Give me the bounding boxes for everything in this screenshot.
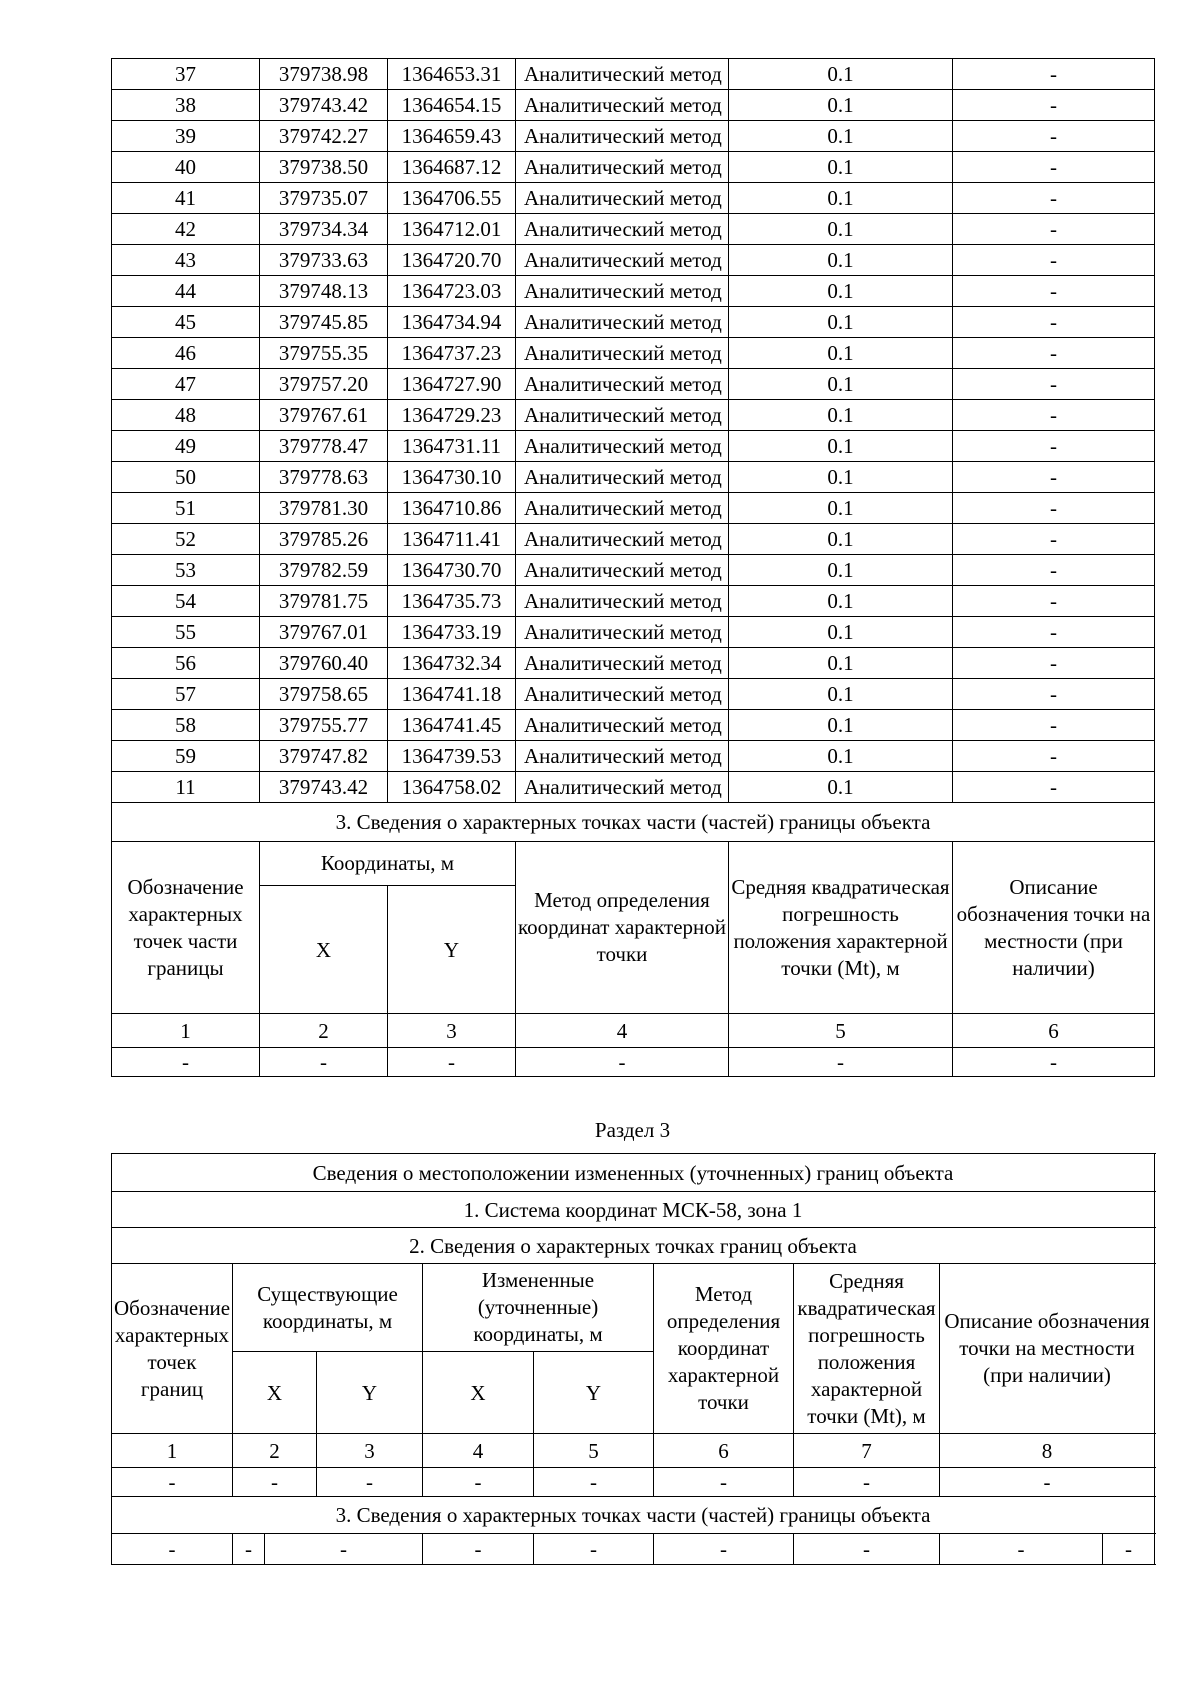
table-row bbox=[112, 493, 1155, 524]
coord-y: 1364737.23 bbox=[388, 338, 516, 369]
header-changed-y: Y bbox=[534, 1352, 654, 1434]
table-row bbox=[112, 524, 1155, 555]
mt-value: 0.1 bbox=[729, 772, 953, 803]
coord-y: 1364720.70 bbox=[388, 245, 516, 276]
coord-y: 1364734.94 bbox=[388, 307, 516, 338]
description: - bbox=[953, 679, 1155, 710]
coord-x: 379755.77 bbox=[260, 710, 388, 741]
point-number: 39 bbox=[112, 121, 260, 152]
column-number: 8 bbox=[940, 1434, 1155, 1468]
points-table bbox=[111, 58, 1155, 1077]
header-coordinates: Координаты, м bbox=[260, 842, 516, 886]
empty-cell: - bbox=[112, 1534, 233, 1565]
empty-cell: - bbox=[534, 1534, 654, 1565]
mt-value: 0.1 bbox=[729, 59, 953, 90]
header-existing-y: Y bbox=[317, 1352, 423, 1434]
table-row bbox=[112, 679, 1155, 710]
coord-x: 379738.98 bbox=[260, 59, 388, 90]
header-existing-x: X bbox=[233, 1352, 317, 1434]
mt-value: 0.1 bbox=[729, 369, 953, 400]
description: - bbox=[953, 183, 1155, 214]
empty-cell: - bbox=[534, 1468, 654, 1497]
method: Аналитический метод bbox=[516, 586, 729, 617]
part-heading: 3. Сведения о характерных точках части (частей) границы объекта bbox=[112, 1497, 1155, 1534]
column-number: 5 bbox=[534, 1434, 654, 1468]
coord-x: 379743.42 bbox=[260, 772, 388, 803]
coord-x: 379785.26 bbox=[260, 524, 388, 555]
changed-borders-heading: Сведения о местоположении измененных (уточненных) границ объекта bbox=[112, 1154, 1155, 1192]
coord-y: 1364727.90 bbox=[388, 369, 516, 400]
point-number: 52 bbox=[112, 524, 260, 555]
point-number: 50 bbox=[112, 462, 260, 493]
mt-value: 0.1 bbox=[729, 679, 953, 710]
column-numbers-row bbox=[112, 1434, 1155, 1468]
empty-cell: - bbox=[794, 1534, 940, 1565]
coord-y: 1364654.15 bbox=[388, 90, 516, 121]
description: - bbox=[953, 772, 1155, 803]
coord-y: 1364723.03 bbox=[388, 276, 516, 307]
table-row bbox=[112, 152, 1155, 183]
mt-value: 0.1 bbox=[729, 338, 953, 369]
table-row bbox=[112, 59, 1155, 90]
point-number: 59 bbox=[112, 741, 260, 772]
column-number: 1 bbox=[112, 1014, 260, 1048]
description: - bbox=[953, 648, 1155, 679]
method: Аналитический метод bbox=[516, 369, 729, 400]
description: - bbox=[953, 276, 1155, 307]
coord-y: 1364729.23 bbox=[388, 400, 516, 431]
column-number: 6 bbox=[654, 1434, 794, 1468]
method: Аналитический метод bbox=[516, 276, 729, 307]
mt-value: 0.1 bbox=[729, 400, 953, 431]
column-number: 4 bbox=[516, 1014, 729, 1048]
description: - bbox=[953, 152, 1155, 183]
method: Аналитический метод bbox=[516, 245, 729, 276]
description: - bbox=[953, 214, 1155, 245]
coord-y: 1364653.31 bbox=[388, 59, 516, 90]
empty-cell: - bbox=[423, 1534, 534, 1565]
empty-cell: - bbox=[233, 1468, 317, 1497]
coordinate-system: 1. Система координат МСК-58, зона 1 bbox=[112, 1192, 1155, 1228]
coord-y: 1364659.43 bbox=[388, 121, 516, 152]
point-number: 54 bbox=[112, 586, 260, 617]
header-description: Описание обозначения точки на местности (при наличии) bbox=[953, 842, 1155, 1014]
mt-value: 0.1 bbox=[729, 307, 953, 338]
changed-borders-table bbox=[111, 1153, 1155, 1565]
coord-x: 379735.07 bbox=[260, 183, 388, 214]
point-number: 42 bbox=[112, 214, 260, 245]
section-title: Раздел 3 bbox=[594, 1118, 671, 1142]
empty-cell: - bbox=[260, 1048, 388, 1077]
coord-y: 1364730.10 bbox=[388, 462, 516, 493]
coord-x: 379778.63 bbox=[260, 462, 388, 493]
method: Аналитический метод bbox=[516, 648, 729, 679]
column-number: 2 bbox=[233, 1434, 317, 1468]
header-mt: Средняя квадратическая погрешность положения характерной точки (Mt), м bbox=[794, 1264, 940, 1434]
header-y: Y bbox=[388, 886, 516, 1014]
header-point-designation: Обозначение характерных точек границ bbox=[112, 1264, 233, 1434]
method: Аналитический метод bbox=[516, 90, 729, 121]
coord-x: 379781.30 bbox=[260, 493, 388, 524]
empty-cell: - bbox=[265, 1534, 423, 1565]
table-row bbox=[112, 245, 1155, 276]
mt-value: 0.1 bbox=[729, 245, 953, 276]
empty-cell: - bbox=[1103, 1534, 1155, 1565]
description: - bbox=[953, 245, 1155, 276]
coord-x: 379738.50 bbox=[260, 152, 388, 183]
mt-value: 0.1 bbox=[729, 648, 953, 679]
point-number: 11 bbox=[112, 772, 260, 803]
table-row bbox=[112, 121, 1155, 152]
empty-cell: - bbox=[233, 1534, 265, 1565]
table-row bbox=[112, 462, 1155, 493]
mt-value: 0.1 bbox=[729, 276, 953, 307]
column-number: 1 bbox=[112, 1434, 233, 1468]
point-number: 43 bbox=[112, 245, 260, 276]
coord-y: 1364731.11 bbox=[388, 431, 516, 462]
coord-y: 1364710.86 bbox=[388, 493, 516, 524]
empty-cell: - bbox=[940, 1534, 1103, 1565]
coord-x: 379743.42 bbox=[260, 90, 388, 121]
empty-row bbox=[112, 1468, 1155, 1497]
point-number: 57 bbox=[112, 679, 260, 710]
table-row bbox=[112, 214, 1155, 245]
description: - bbox=[953, 462, 1155, 493]
method: Аналитический метод bbox=[516, 121, 729, 152]
description: - bbox=[953, 710, 1155, 741]
description: - bbox=[953, 121, 1155, 152]
table-row bbox=[112, 710, 1155, 741]
coord-y: 1364741.45 bbox=[388, 710, 516, 741]
header-mt: Средняя квадратическая погрешность положения характерной точки (Mt), м bbox=[729, 842, 953, 1014]
column-number: 3 bbox=[317, 1434, 423, 1468]
table-row bbox=[112, 338, 1155, 369]
header-existing-coords: Существующие координаты, м bbox=[233, 1264, 423, 1352]
coord-x: 379760.40 bbox=[260, 648, 388, 679]
point-number: 40 bbox=[112, 152, 260, 183]
coord-y: 1364735.73 bbox=[388, 586, 516, 617]
table-row bbox=[112, 772, 1155, 803]
coord-x: 379745.85 bbox=[260, 307, 388, 338]
method: Аналитический метод bbox=[516, 59, 729, 90]
method: Аналитический метод bbox=[516, 307, 729, 338]
mt-value: 0.1 bbox=[729, 90, 953, 121]
mt-value: 0.1 bbox=[729, 152, 953, 183]
method: Аналитический метод bbox=[516, 741, 729, 772]
method: Аналитический метод bbox=[516, 524, 729, 555]
description: - bbox=[953, 524, 1155, 555]
coord-y: 1364711.41 bbox=[388, 524, 516, 555]
coord-x: 379748.13 bbox=[260, 276, 388, 307]
table-row bbox=[112, 648, 1155, 679]
empty-cell: - bbox=[112, 1468, 233, 1497]
coord-x: 379767.61 bbox=[260, 400, 388, 431]
coord-x: 379742.27 bbox=[260, 121, 388, 152]
empty-cell: - bbox=[388, 1048, 516, 1077]
empty-cell: - bbox=[654, 1468, 794, 1497]
method: Аналитический метод bbox=[516, 214, 729, 245]
method: Аналитический метод bbox=[516, 493, 729, 524]
mt-value: 0.1 bbox=[729, 617, 953, 648]
table-row bbox=[112, 183, 1155, 214]
point-number: 41 bbox=[112, 183, 260, 214]
changed-borders-body bbox=[112, 1154, 1155, 1565]
mt-value: 0.1 bbox=[729, 710, 953, 741]
coord-y: 1364758.02 bbox=[388, 772, 516, 803]
description: - bbox=[953, 369, 1155, 400]
empty-row bbox=[112, 1048, 1155, 1077]
method: Аналитический метод bbox=[516, 772, 729, 803]
empty-cell: - bbox=[423, 1468, 534, 1497]
method: Аналитический метод bbox=[516, 152, 729, 183]
column-number: 2 bbox=[260, 1014, 388, 1048]
empty-cell: - bbox=[317, 1468, 423, 1497]
column-number: 5 bbox=[729, 1014, 953, 1048]
point-number: 56 bbox=[112, 648, 260, 679]
coord-x: 379778.47 bbox=[260, 431, 388, 462]
column-numbers-row bbox=[112, 1014, 1155, 1048]
coord-y: 1364712.01 bbox=[388, 214, 516, 245]
table-row bbox=[112, 369, 1155, 400]
coord-x: 379758.65 bbox=[260, 679, 388, 710]
description: - bbox=[953, 307, 1155, 338]
point-number: 47 bbox=[112, 369, 260, 400]
method: Аналитический метод bbox=[516, 462, 729, 493]
coord-y: 1364706.55 bbox=[388, 183, 516, 214]
mt-value: 0.1 bbox=[729, 555, 953, 586]
coord-x: 379733.63 bbox=[260, 245, 388, 276]
column-number: 4 bbox=[423, 1434, 534, 1468]
empty-cell: - bbox=[729, 1048, 953, 1077]
mt-value: 0.1 bbox=[729, 431, 953, 462]
coord-x: 379782.59 bbox=[260, 555, 388, 586]
points-heading: 2. Сведения о характерных точках границ объекта bbox=[112, 1228, 1155, 1264]
coord-y: 1364730.70 bbox=[388, 555, 516, 586]
coord-y: 1364687.12 bbox=[388, 152, 516, 183]
coord-x: 379757.20 bbox=[260, 369, 388, 400]
empty-cell: - bbox=[940, 1468, 1155, 1497]
header-description: Описание обозначения точки на местности (при наличии) bbox=[940, 1264, 1155, 1434]
method: Аналитический метод bbox=[516, 710, 729, 741]
coord-x: 379781.75 bbox=[260, 586, 388, 617]
description: - bbox=[953, 555, 1155, 586]
table-row bbox=[112, 617, 1155, 648]
mt-value: 0.1 bbox=[729, 121, 953, 152]
method: Аналитический метод bbox=[516, 617, 729, 648]
part-empty-row bbox=[112, 1534, 1155, 1565]
column-number: 6 bbox=[953, 1014, 1155, 1048]
description: - bbox=[953, 59, 1155, 90]
empty-cell: - bbox=[794, 1468, 940, 1497]
table-row bbox=[112, 741, 1155, 772]
mt-value: 0.1 bbox=[729, 493, 953, 524]
table-row bbox=[112, 276, 1155, 307]
header-x: X bbox=[260, 886, 388, 1014]
method: Аналитический метод bbox=[516, 431, 729, 462]
description: - bbox=[953, 493, 1155, 524]
method: Аналитический метод bbox=[516, 555, 729, 586]
mt-value: 0.1 bbox=[729, 524, 953, 555]
part-points-block bbox=[112, 803, 1155, 1077]
empty-cell: - bbox=[516, 1048, 729, 1077]
empty-cell: - bbox=[112, 1048, 260, 1077]
table-row bbox=[112, 431, 1155, 462]
table-row bbox=[112, 307, 1155, 338]
mt-value: 0.1 bbox=[729, 586, 953, 617]
description: - bbox=[953, 338, 1155, 369]
table-row bbox=[112, 555, 1155, 586]
mt-value: 0.1 bbox=[729, 741, 953, 772]
method: Аналитический метод bbox=[516, 400, 729, 431]
description: - bbox=[953, 90, 1155, 121]
point-number: 48 bbox=[112, 400, 260, 431]
coord-y: 1364733.19 bbox=[388, 617, 516, 648]
table-row bbox=[112, 400, 1155, 431]
header-point-designation: Обозначение характерных точек части границы bbox=[112, 842, 260, 1014]
column-number: 7 bbox=[794, 1434, 940, 1468]
header-changed-x: X bbox=[423, 1352, 534, 1434]
description: - bbox=[953, 617, 1155, 648]
mt-value: 0.1 bbox=[729, 214, 953, 245]
part-heading: 3. Сведения о характерных точках части (частей) границы объекта bbox=[112, 803, 1155, 842]
description: - bbox=[953, 431, 1155, 462]
point-number: 44 bbox=[112, 276, 260, 307]
coord-y: 1364739.53 bbox=[388, 741, 516, 772]
mt-value: 0.1 bbox=[729, 183, 953, 214]
method: Аналитический метод bbox=[516, 183, 729, 214]
point-number: 37 bbox=[112, 59, 260, 90]
coord-y: 1364741.18 bbox=[388, 679, 516, 710]
method: Аналитический метод bbox=[516, 338, 729, 369]
coord-x: 379747.82 bbox=[260, 741, 388, 772]
header-changed-coords: Измененные (уточненные) координаты, м bbox=[423, 1264, 654, 1352]
points-table-body bbox=[112, 59, 1155, 803]
header-method: Метод определения координат характерной точки bbox=[654, 1264, 794, 1434]
point-number: 49 bbox=[112, 431, 260, 462]
description: - bbox=[953, 586, 1155, 617]
mt-value: 0.1 bbox=[729, 462, 953, 493]
table-row bbox=[112, 586, 1155, 617]
method: Аналитический метод bbox=[516, 679, 729, 710]
description: - bbox=[953, 400, 1155, 431]
point-number: 55 bbox=[112, 617, 260, 648]
empty-cell: - bbox=[953, 1048, 1155, 1077]
column-number: 3 bbox=[388, 1014, 516, 1048]
point-number: 53 bbox=[112, 555, 260, 586]
description: - bbox=[953, 741, 1155, 772]
coord-x: 379755.35 bbox=[260, 338, 388, 369]
coord-x: 379734.34 bbox=[260, 214, 388, 245]
point-number: 46 bbox=[112, 338, 260, 369]
coord-y: 1364732.34 bbox=[388, 648, 516, 679]
point-number: 38 bbox=[112, 90, 260, 121]
coord-x: 379767.01 bbox=[260, 617, 388, 648]
header-method: Метод определения координат характерной точки bbox=[516, 842, 729, 1014]
table-row bbox=[112, 90, 1155, 121]
point-number: 45 bbox=[112, 307, 260, 338]
empty-cell: - bbox=[654, 1534, 794, 1565]
point-number: 58 bbox=[112, 710, 260, 741]
point-number: 51 bbox=[112, 493, 260, 524]
